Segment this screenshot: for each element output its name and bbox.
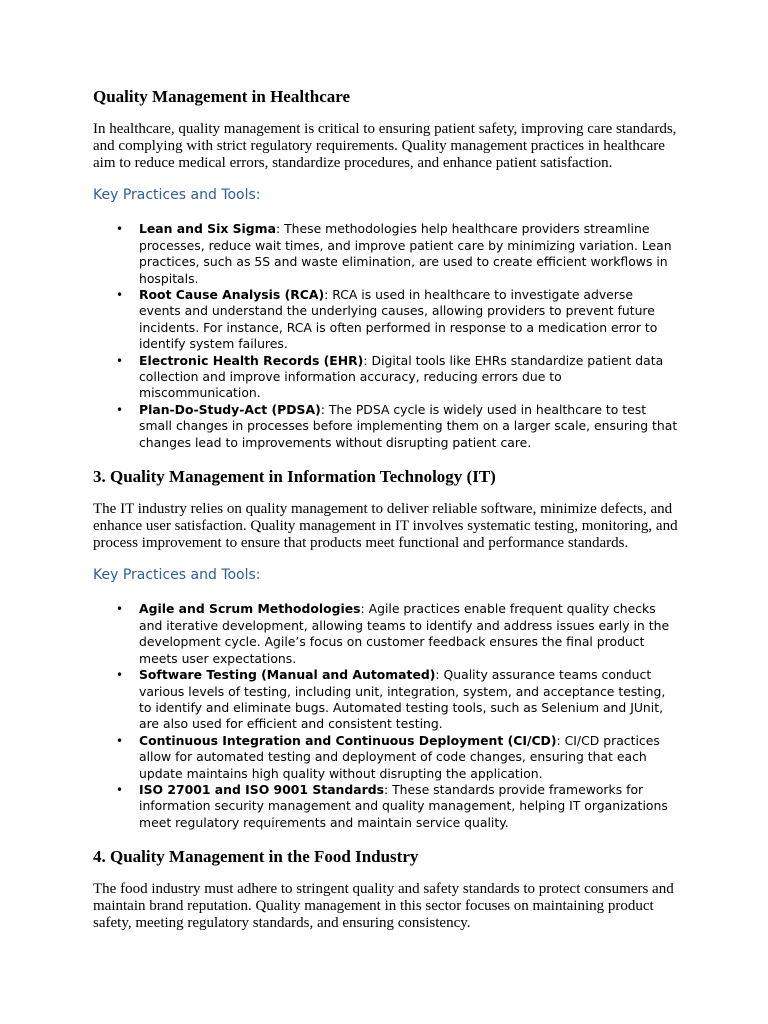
bullet-icon: •: [116, 733, 124, 748]
section-heading-it: 3. Quality Management in Information Technology (IT): [93, 467, 496, 487]
list-item-term: Software Testing (Manual and Automated): [139, 667, 436, 683]
list-item: [93, 402, 678, 451]
list-item-term: Continuous Integration and Continuous Deployment (CI/CD): [139, 732, 557, 748]
list-item-text: : Quality assurance teams conduct various levels of testing, including unit, integration, system, and acceptance testing, to identify and eliminate bugs. Automated testing tools, such as Selenium and JUnit, are also used for efficient and consistent testing.: [139, 667, 666, 732]
list-item-text: : These methodologies help healthcare providers streamline processes, reduce wait times, and improve patient care by minimizing variation. Lean practices, such as 5S and waste elimination, are used to create efficient workflows in hospitals.: [139, 221, 672, 286]
bullet-icon: •: [116, 288, 124, 303]
practices-list-healthcare: [93, 221, 678, 451]
list-item-term: Agile and Scrum Methodologies: [139, 601, 361, 617]
list-item: [93, 667, 678, 733]
bullet-icon: •: [116, 222, 124, 237]
bullet-icon: •: [116, 782, 124, 797]
list-item: [93, 601, 678, 667]
list-item: [93, 221, 678, 287]
list-item-term: Plan-Do-Study-Act (PDSA): [139, 401, 321, 417]
practices-list-it: [93, 601, 678, 831]
section-intro-healthcare: In healthcare, quality management is critical to ensuring patient safety, improving care standards, and complying with strict regulatory requirements. Quality management practices in healthcare aim to reduce medical errors, standardize procedures, and enhance patient satisfaction.: [93, 121, 677, 171]
section-intro-food: The food industry must adhere to stringent quality and safety standards to protect consumers and maintain brand reputation. Quality management in this sector focuses on maintaining product safety, meeting regulatory standards, and ensuring consistency.: [93, 881, 674, 931]
list-item-term: Electronic Health Records (EHR): [139, 352, 364, 368]
list-item-term: Lean and Six Sigma: [139, 221, 276, 237]
list-item: [93, 353, 678, 402]
list-item-term: ISO 27001 and ISO 9001 Standards: [139, 781, 384, 797]
list-item-term: Root Cause Analysis (RCA): [139, 287, 325, 303]
list-item-text: : These standards provide frameworks for information security management and quality management, helping IT organizations meet regulatory requirements and maintain service quality.: [139, 781, 668, 830]
key-practices-heading-it: Key Practices and Tools:: [93, 567, 261, 584]
document-body: [93, 86, 678, 932]
list-item: [93, 782, 678, 831]
section-heading-food: 4. Quality Management in the Food Industry: [93, 847, 419, 867]
list-item-text: : CI/CD practices allow for automated testing and deployment of code changes, ensuring that each update maintains high quality without disrupting the application.: [139, 732, 660, 781]
list-item: [93, 733, 678, 782]
list-item-text: : Digital tools like EHRs standardize patient data collection and improve information accuracy, reducing errors due to miscommunication.: [139, 352, 664, 401]
section-heading-healthcare: Quality Management in Healthcare: [93, 87, 351, 106]
bullet-icon: •: [116, 668, 124, 683]
list-item-text: : Agile practices enable frequent quality checks and iterative development, allowing teams to identify and address issues early in the development cycle. Agile’s focus on customer feedback ensures the final product meets user expectations.: [139, 601, 670, 666]
section-intro-it: The IT industry relies on quality management to deliver reliable software, minimize defects, and enhance user satisfaction. Quality management in IT involves systematic testing, monitoring, and process improvement to ensure that products meet functional and performance standards.: [93, 501, 678, 551]
key-practices-heading-healthcare: Key Practices and Tools:: [93, 187, 261, 204]
list-item-text: : RCA is used in healthcare to investigate adverse events and understand the underlying causes, allowing providers to prevent future incidents. For instance, RCA is often performed in response to a medication error to identify system failures.: [139, 287, 658, 352]
list-item-text: : The PDSA cycle is widely used in healthcare to test small changes in processes before implementing them on a larger scale, ensuring that changes lead to improvements without disrupting patient care.: [139, 401, 678, 450]
bullet-icon: •: [116, 402, 124, 417]
list-item: [93, 287, 678, 353]
bullet-icon: •: [116, 353, 124, 368]
bullet-icon: •: [116, 602, 124, 617]
